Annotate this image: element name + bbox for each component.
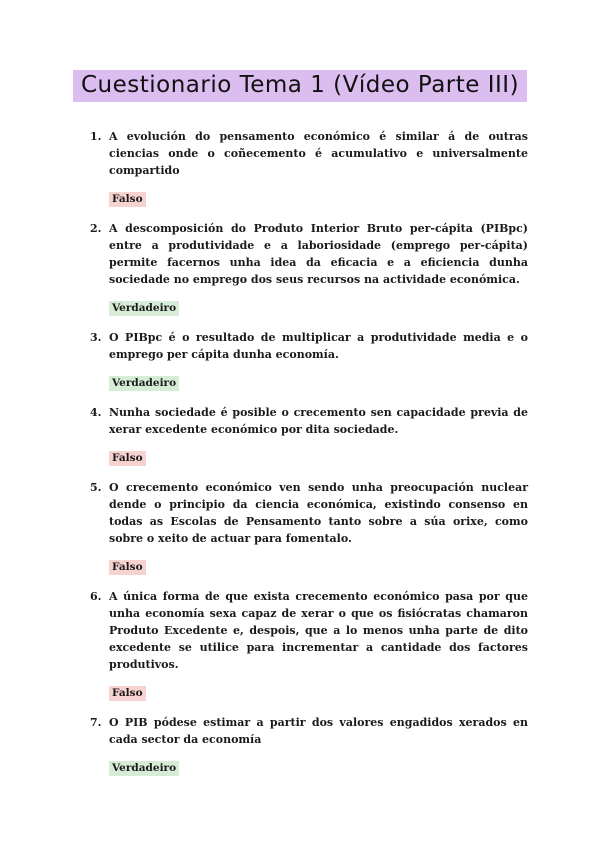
- answer-badge-true: Verdadeiro: [109, 376, 179, 391]
- answer-badge-false: Falso: [109, 686, 146, 701]
- question-item-7: [90, 714, 528, 776]
- question-text: [90, 128, 528, 179]
- title-wrap: [0, 70, 600, 102]
- question-number: 7.: [90, 716, 102, 729]
- question-number: 4.: [90, 406, 102, 419]
- answer-badge-false: Falso: [109, 192, 146, 207]
- question-text: [90, 329, 528, 363]
- question-body: A evolución do pensamento económico é similar á de outras ciencias onde o coñecemento é acumulativo e universalmente compartido: [109, 130, 528, 177]
- answer-badge-true: Verdadeiro: [109, 301, 179, 316]
- question-text: [90, 404, 528, 438]
- question-body: A única forma de que exista crecemento económico pasa por que unha economía sexa capaz de xerar o que os fisiócratas chamaron Produto Excedente e, despois, que a lo menos unha parte de dito excedente se utilice para incrementar a cantidade dos factores produtivos.: [109, 590, 528, 671]
- question-number: 5.: [90, 481, 102, 494]
- question-text: [90, 714, 528, 748]
- question-item-3: [90, 329, 528, 391]
- question-text: [90, 479, 528, 547]
- question-number: 1.: [90, 130, 102, 143]
- question-item-1: [90, 128, 528, 207]
- question-body: O PIBpc é o resultado de multiplicar a produtividade media e o emprego per cápita dunha economía.: [109, 331, 528, 361]
- question-number: 6.: [90, 590, 102, 603]
- question-item-4: [90, 404, 528, 466]
- question-number: 3.: [90, 331, 102, 344]
- question-item-5: [90, 479, 528, 575]
- question-item-2: [90, 220, 528, 316]
- question-text: [90, 588, 528, 673]
- question-item-6: [90, 588, 528, 701]
- question-body: A descomposición do Produto Interior Bruto per-cápita (PIBpc) entre a produtividade e a laboriosidade (emprego per-cápita) permite facernos unha idea da eficacia e a eficiencia dunha sociedade no emprego dos seus recursos na actividade económica.: [109, 222, 528, 286]
- question-body: O crecemento económico ven sendo unha preocupación nuclear dende o principio da ciencia económica, existindo consenso en todas as Escolas de Pensamento tanto sobre a súa orixe, como sobre o xeito de actuar para fomentalo.: [109, 481, 528, 545]
- answer-badge-true: Verdadeiro: [109, 761, 179, 776]
- question-number: 2.: [90, 222, 102, 235]
- question-text: [90, 220, 528, 288]
- question-body: Nunha sociedade é posible o crecemento sen capacidade previa de xerar excedente económico por dita sociedade.: [109, 406, 528, 436]
- answer-badge-false: Falso: [109, 451, 146, 466]
- question-body: O PIB pódese estimar a partir dos valores engadidos xerados en cada sector da economía: [109, 716, 528, 746]
- answer-badge-false: Falso: [109, 560, 146, 575]
- page-title: Cuestionario Tema 1 (Vídeo Parte III): [73, 70, 527, 102]
- question-list: [90, 128, 528, 776]
